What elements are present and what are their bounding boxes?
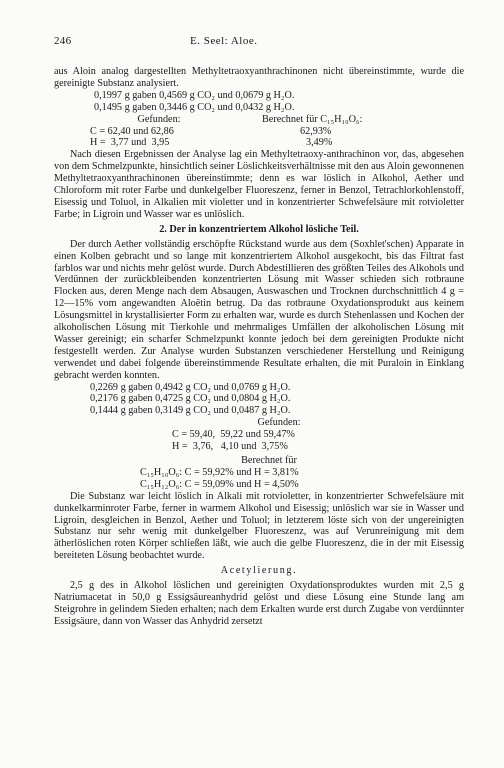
found-value: H = 3,77 und 3,95 <box>90 137 170 149</box>
analysis-line: 0,2269 g gaben 0,4942 g CO₂ und 0,0769 g H₂O. <box>90 381 291 393</box>
paragraph-3: Der durch Aether vollständig erschöpfte Rückstand wurde aus dem (Soxhlet'schen) Apparate in einen Kolben gebracht und so lange mit konzentriertem Alkohol ausgekocht, bis das Filtrat fast farblos war und nichts mehr gelöst wurde. Durch Abdestillieren des größten Teiles des Alkohols und Verdünnen der zurückbleibenden konzentrierten Lösung mit Wasser schieden sich rotbraune Flocken aus, deren Menge nach dem Absaugen, Auswaschen und Trocknen durchschnittlich 4 g = 12—15% vom angewandten Aloëtin betrug. Da das rotbraune Oxydationsprodukt aus keinem Lösungsmittel in krystallisierter Form zu erhalten war, wurde es durch Stehenlassen und Kochen der alkoholischen Lösung mit Tierkohle und mehrmaliges Umfällen der alkoholischen Lösung mit Wasser gereinigt; ein scharfer Schmelzpunkt konnte jedoch bei dem gereinigten Produkte nicht festgestellt werden. Zur Analyse wurden Substanzen verschiedener Herstellung und Reinigung verwendet und dabei folgende übereinstimmende Resultate erhalten, die mit Puraloin in Einklang gebracht werden konnten. <box>54 238 464 381</box>
page-number: 246 <box>54 35 72 47</box>
analysis-block-2 <box>54 382 464 418</box>
found-header-row <box>54 114 464 126</box>
analysis-block-1 <box>54 90 464 114</box>
found-row <box>54 126 464 138</box>
calc-row: C₁₅H₁₀O₆: C = 59,92% und H = 3,81% <box>140 466 299 478</box>
calc-value: 3,49% <box>306 137 333 149</box>
calc-value: 62,93% <box>300 125 332 137</box>
analysis-line: 0,1997 g gaben 0,4569 g CO₂ und 0,0679 g H₂O. <box>94 89 295 101</box>
found-table-2 <box>54 417 464 490</box>
found-table-1 <box>54 114 464 150</box>
section-heading-3: Acetylierung. <box>220 565 298 577</box>
found-label: Gefunden: <box>137 113 181 125</box>
found-label: Gefunden: <box>257 417 301 429</box>
analysis-line: 0,1495 g gaben 0,3446 g CO₂ und 0,0432 g H₂O. <box>94 101 295 113</box>
paragraph-4: Die Substanz war leicht löslich in Alkali mit rotvioletter, in konzentrierter Schwefelsäure mit dunkelkarminroter Farbe, ferner in warmem Alkohol und Eisessig; unlöslich war sie in Wasser und Ligroin, desgleichen in Benzol, Aether und Toluol; in letzterem löste sich von der ungereinigten Substanz nur sehr wenig mit dunkelgelber Fluoreszenz, was auf Verunreinigung mit dem ätherlöslichen roten Körper schließen läßt, wie auch die gelbe Fluoreszenz, die in der mit Eisessig bereiteten Lösung beobachtet wurde. <box>54 490 464 562</box>
found-row: H = 3,76, 4,10 und 3,75% <box>172 441 288 453</box>
paragraph-5: 2,5 g des in Alkohol löslichen und gereinigten Oxydationsproduktes wurden mit 2,5 g Natriumacetat in 50,0 g Essigsäureanhydrid gelöst und diese Lösung eine Stunde lang am Steigrohre in gelindem Sieden erhalten; nach dem Erkalten wurde erst durch Zugabe von verdünnter Essigsäure, dann von Wasser das Anhydrid zersetzt <box>54 580 464 627</box>
running-title: E. Seel: Aloe. <box>190 35 258 47</box>
calc-row: C₁₅H₁₂O₆: C = 59,09% und H = 4,50% <box>140 478 299 490</box>
page-header <box>54 36 464 52</box>
analysis-line: 0,2176 g gaben 0,4725 g CO₂ und 0,0804 g H₂O. <box>90 393 291 405</box>
calc-label: Berechnet für <box>241 455 297 466</box>
analysis-line: 0,1444 g gaben 0,3149 g CO₂ und 0,0487 g H₂O. <box>90 405 291 417</box>
found-value: C = 62,40 und 62,86 <box>90 125 174 137</box>
calc-label: Berechnet für C₁₅H₁₀O₆: <box>262 113 363 125</box>
paragraph-1: aus Aloin analog dargestellten Methyltetraoxyanthrachinonen nicht übereinstimmte, wurde die gereinigte Substanz analysiert. <box>54 66 464 89</box>
section-heading-2: 2. Der in konzentriertem Alkohol lösliche Teil. <box>159 223 359 235</box>
found-row: C = 59,40, 59,22 und 59,47% <box>172 429 295 441</box>
text-column <box>54 36 464 628</box>
found-row <box>54 137 464 149</box>
paragraph-2: Nach diesen Ergebnissen der Analyse lag ein Methyltetraoxy-anthrachinon vor, das, abgesehen von dem Schmelzpunkte, hinsichtlich seiner Löslichkeitsverhältnisse mit den aus Aloin gewonnenen Methyltetraoxyanthrachinonen übereinstimmte; denn es war löslich in Alkohol, Aether und Chloroform mit roter Farbe und dunkelgelber Fluoreszenz, ferner in Benzol, Tetrachlorkohlenstoff, Eisessig und Toluol, in Alkalien mit violetter und in konzentrierter Schwefelsäure mit rotvioletter Farbe; in Ligroin und Wasser war es unlöslich. <box>54 149 464 220</box>
